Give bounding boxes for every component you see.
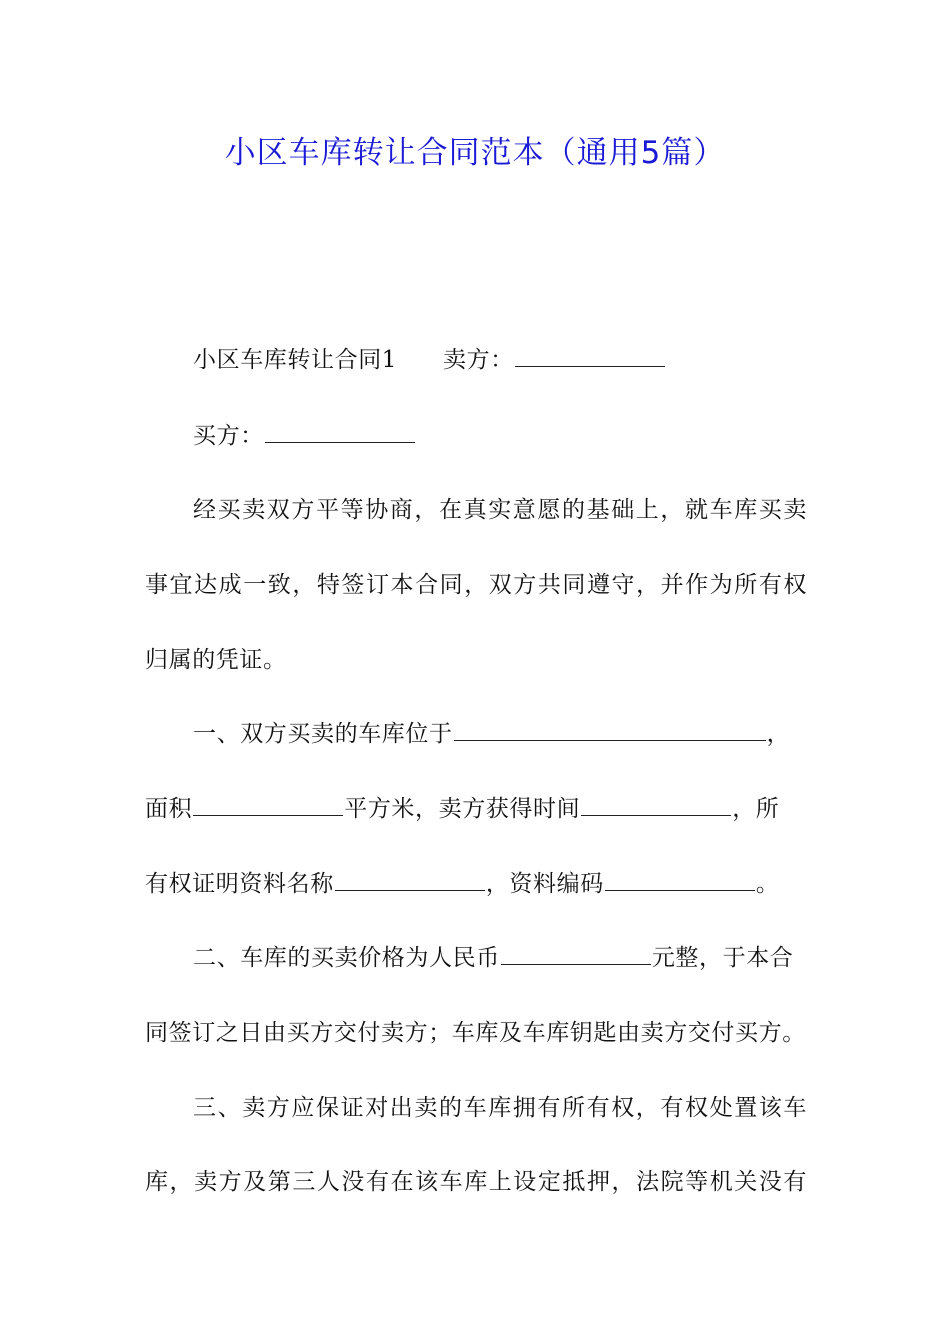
clause1-line-1 (193, 714, 807, 754)
acquired-time-blank (581, 793, 731, 816)
clause1-text-e: ，所 (732, 796, 780, 822)
clause1-line-2 (145, 789, 807, 829)
intro-line-3: 归属的凭证。 (145, 647, 287, 673)
clause1-text-h: 。 (755, 871, 780, 897)
buyer-label: 买方： (193, 423, 264, 449)
clause1-text-g: ，资料编码 (485, 871, 604, 897)
document-name-blank (335, 868, 485, 891)
clause2-text-a: 二、车库的买卖价格为人民币 (193, 945, 500, 971)
clause2-text-b: 元整，于本合 (651, 945, 794, 971)
contract-heading-line (193, 340, 807, 380)
clause1-text-b: ， (766, 721, 791, 747)
area-blank (193, 793, 343, 816)
clause1-text-a: 一、双方买卖的车库位于 (193, 721, 453, 747)
clause3-line-2: 库，卖方及第三人没有在该车库上设定抵押，法院等机关没有 (145, 1169, 807, 1195)
intro-line-1: 经买卖双方平等协商，在真实意愿的基础上，就车库买卖 (193, 497, 807, 523)
garage-location-blank (454, 718, 766, 741)
clause1-text-c: 面积 (145, 796, 193, 822)
clause2-line-2: 同签订之日由买方交付卖方；车库及车库钥匙由卖方交付买方。 (145, 1020, 806, 1046)
clause1-text-d: 平方米，卖方获得时间 (344, 796, 581, 822)
clause3-line-1: 三、卖方应保证对出卖的车库拥有所有权，有权处置该车 (193, 1095, 807, 1121)
buyer-blank (265, 420, 415, 443)
clause1-text-f: 有权证明资料名称 (145, 871, 334, 897)
seller-blank (515, 344, 665, 367)
intro-line-2: 事宜达成一致，特签订本合同，双方共同遵守，并作为所有权 (145, 572, 807, 598)
clause2-line-1 (193, 938, 807, 978)
seller-label: 卖方： (443, 347, 514, 373)
buyer-line (193, 416, 807, 456)
price-blank (501, 942, 651, 965)
clause1-line-3 (145, 864, 807, 904)
document-title: 小区车库转让合同范本（通用5篇） (224, 135, 726, 171)
document-code-blank (605, 868, 755, 891)
contract-heading: 小区车库转让合同1 (193, 347, 398, 373)
